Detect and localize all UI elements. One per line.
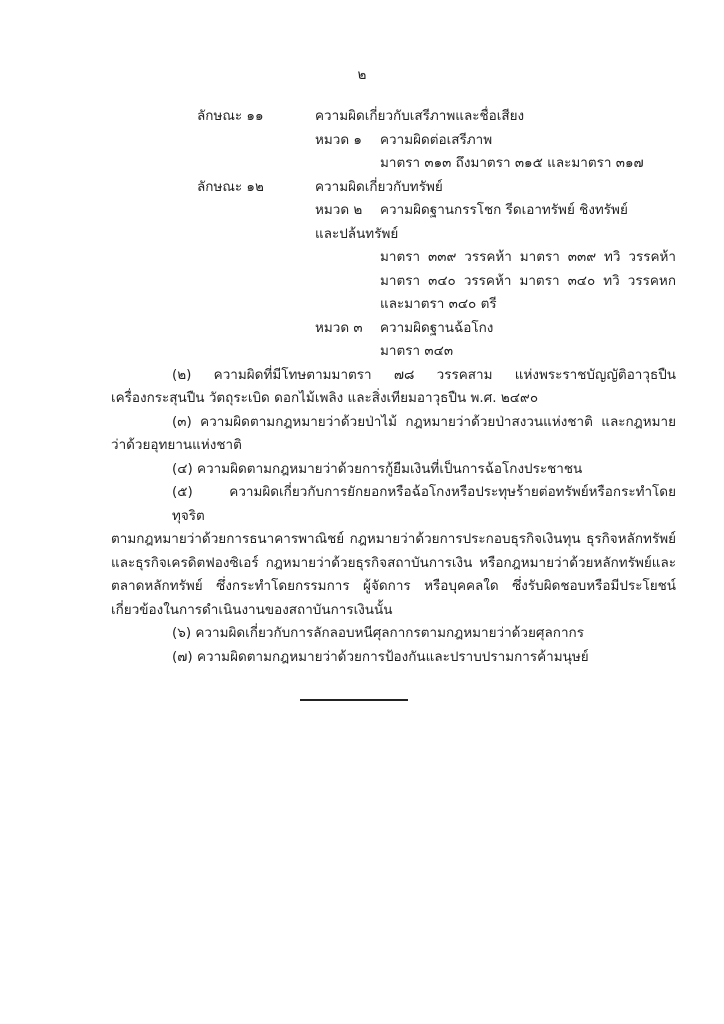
paragraph-line: (๗) ความผิดตามกฎหมายว่าด้วยการป้องกันและปราบปรามการค้ามนุษย์ [172,648,589,665]
sections: มาตรา ๓๔๐ วรรคห้า มาตรา ๓๔๐ ทวิ วรรคหก [380,272,676,289]
end-rule [300,699,408,701]
paragraph-line: ตลาดหลักทรัพย์ ซึ่งกระทำโดยกรรมการ ผู้จัดการ หรือบุคคลใด ซึ่งรับผิดชอบหรือมีประโยชน์ [111,578,676,594]
chapter-heading: ความผิดฐานฉ้อโกง [380,319,494,336]
title-label: ลักษณะ ๑๑ [197,108,264,124]
chapter-label: หมวด ๑ [315,131,363,148]
chapter-row [111,317,676,341]
paragraph-line: (๔) ความผิดตามกฎหมายว่าด้วยการกู้ยืมเงินที่เป็นการฉ้อโกงประชาชน [172,460,583,477]
chapter-label: หมวด ๒ [315,202,363,218]
sections: มาตรา ๓๑๓ ถึงมาตรา ๓๑๕ และมาตรา ๓๑๗ [380,155,644,171]
outline [111,105,676,364]
paragraph-line: (๕) ความผิดเกี่ยวกับการยักยอกหรือฉ้อโกงหรือประทุษร้ายต่อทรัพย์หรือกระทำโดยทุจริต [172,484,676,524]
chapter-row [111,129,676,153]
paragraph-line: (๓) ความผิดตามกฎหมายว่าด้วยป่าไม้ กฎหมายว่าด้วยป่าสงวนแห่งชาติ และกฎหมาย [172,413,676,430]
chapter-row [111,199,676,223]
chapter-heading-cont: และปล้นทรัพย์ [315,225,399,242]
sections: มาตรา ๓๓๙ วรรคห้า มาตรา ๓๓๙ ทวิ วรรคห้า [380,249,676,265]
paragraph-line: และธุรกิจเครดิตฟองซิเอร์ กฎหมายว่าด้วยธุรกิจสถาบันการเงิน หรือกฎหมายว่าด้วยหลักทรัพย์และ [111,554,676,571]
title-heading: ความผิดเกี่ยวกับเสรีภาพและชื่อเสียง [315,108,525,124]
paragraph-line: เกี่ยวข้องในการดำเนินงานของสถาบันการเงินนั้น [111,601,393,618]
sections: มาตรา ๓๔๓ [380,343,454,359]
paragraph-line: (๒) ความผิดที่มีโทษตามมาตรา ๗๘ วรรคสาม แห่งพระราชบัญญัติอาวุธปืน [172,366,676,383]
paragraphs [111,364,676,670]
title-row [111,176,676,200]
chapter-heading: ความผิดต่อเสรีภาพ [380,131,493,148]
sections: และมาตรา ๓๔๐ ตรี [380,296,497,312]
title-heading: ความผิดเกี่ยวกับทรัพย์ [315,178,443,195]
paragraph-line: ตามกฎหมายว่าด้วยการธนาคารพาณิชย์ กฎหมายว่าด้วยการประกอบธุรกิจเงินทุน ธุรกิจหลักทรัพย์ [111,531,676,547]
paragraph-line: (๖) ความผิดเกี่ยวกับการลักลอบหนีศุลกากรตามกฎหมายว่าด้วยศุลกากร [172,625,584,641]
title-label: ลักษณะ ๑๒ [197,178,264,195]
paragraph-line: ว่าด้วยอุทยานแห่งชาติ [111,437,242,453]
chapter-heading: ความผิดฐานกรรโชก รีดเอาทรัพย์ ชิงทรัพย์ [380,202,628,218]
chapter-label: หมวด ๓ [315,319,363,336]
title-row [111,105,676,129]
document-body [111,105,676,669]
paragraph-line: เครื่องกระสุนปืน วัตถุระเบิด ดอกไม้เพลิง และสิ่งเทียมอาวุธปืน พ.ศ. ๒๔๙๐ [111,390,539,406]
page-number: ๒ [357,67,367,83]
